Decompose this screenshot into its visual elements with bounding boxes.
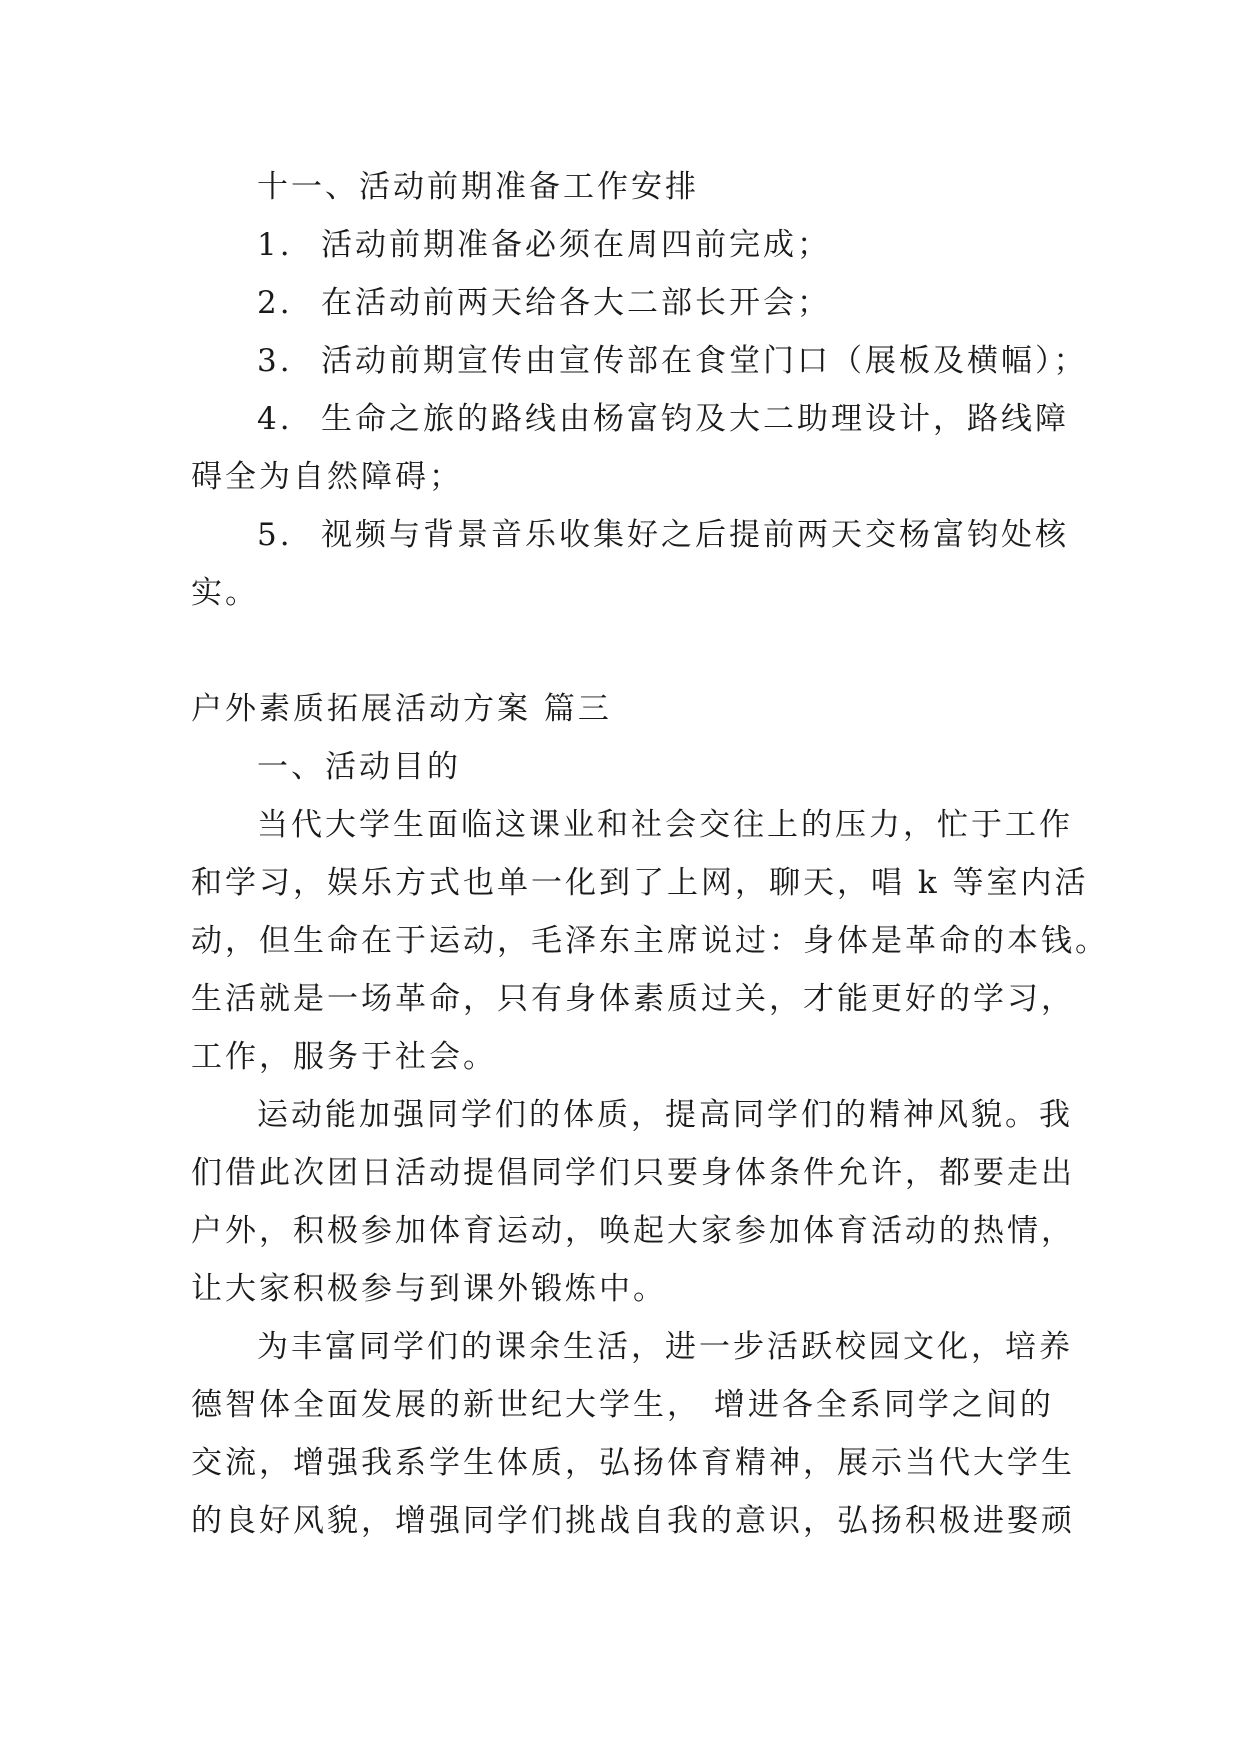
paragraph-line: 和学习，娱乐方式也单一化到了上网，聊天，唱 k 等室内活 (191, 865, 1089, 901)
document-body (191, 158, 1109, 1550)
list-item (191, 274, 1051, 332)
paragraph (191, 1318, 1075, 1550)
list-item (191, 390, 1069, 448)
paragraph-line: 们借此次团日活动提倡同学们只要身体条件允许，都要走出 (191, 1155, 1075, 1191)
list-item-continuation: 碍全为自然障碍； (191, 459, 463, 495)
list-item-number: 5. (257, 517, 293, 553)
section-spacer (191, 622, 1051, 680)
list-item (191, 506, 1069, 564)
list-item-text: 在活动前两天给各大二部长开会； (321, 285, 831, 321)
list-item-continuation: 实。 (191, 575, 259, 611)
paragraph-line: 德智体全面发展的新世纪大学生， 增进各全系同学之间的 (191, 1387, 1054, 1423)
section-heading: 一、活动目的 (257, 749, 461, 785)
list-item (191, 216, 1051, 274)
list-item-number: 4. (257, 401, 293, 437)
list-item-text: 活动前期准备必须在周四前完成； (321, 227, 831, 263)
list-item-number: 3. (257, 343, 293, 379)
section-heading: 十一、活动前期准备工作安排 (257, 169, 699, 205)
paragraph-line: 让大家积极参与到课外锻炼中。 (191, 1271, 667, 1307)
paragraph-line: 工作，服务于社会。 (191, 1039, 497, 1075)
part-title: 户外素质拓展活动方案 篇三 (191, 691, 612, 727)
paragraph-line: 当代大学生面临这课业和社会交往上的压力，忙于工作 (257, 807, 1073, 843)
list-item-text: 视频与背景音乐收集好之后提前两天交杨富钧处核 (321, 517, 1069, 553)
list-item-text: 活动前期宣传由宣传部在食堂门口（展板及横幅）； (321, 343, 1088, 379)
paragraph-line: 的良好风貌，增强同学们挑战自我的意识，弘扬积极进娶顽 (191, 1503, 1075, 1539)
paragraph (191, 1086, 1075, 1318)
list-item (191, 332, 1088, 390)
paragraph (191, 796, 1109, 1086)
list-item-text: 生命之旅的路线由杨富钧及大二助理设计，路线障 (321, 401, 1069, 437)
paragraph-line: 运动能加强同学们的体质，提高同学们的精神风貌。我 (257, 1097, 1073, 1133)
paragraph-line: 生活就是一场革命，只有身体素质过关，才能更好的学习， (191, 981, 1075, 1017)
list-item-number: 1. (257, 227, 293, 263)
paragraph-line: 为丰富同学们的课余生活，进一步活跃校园文化，培养 (257, 1329, 1073, 1365)
paragraph-line: 户外，积极参加体育运动，唤起大家参加体育活动的热情， (191, 1213, 1075, 1249)
paragraph-line: 交流，增强我系学生体质，弘扬体育精神，展示当代大学生 (191, 1445, 1075, 1481)
list-item-number: 2. (257, 285, 293, 321)
paragraph-line: 动，但生命在于运动，毛泽东主席说过：身体是革命的本钱。 (191, 923, 1109, 959)
